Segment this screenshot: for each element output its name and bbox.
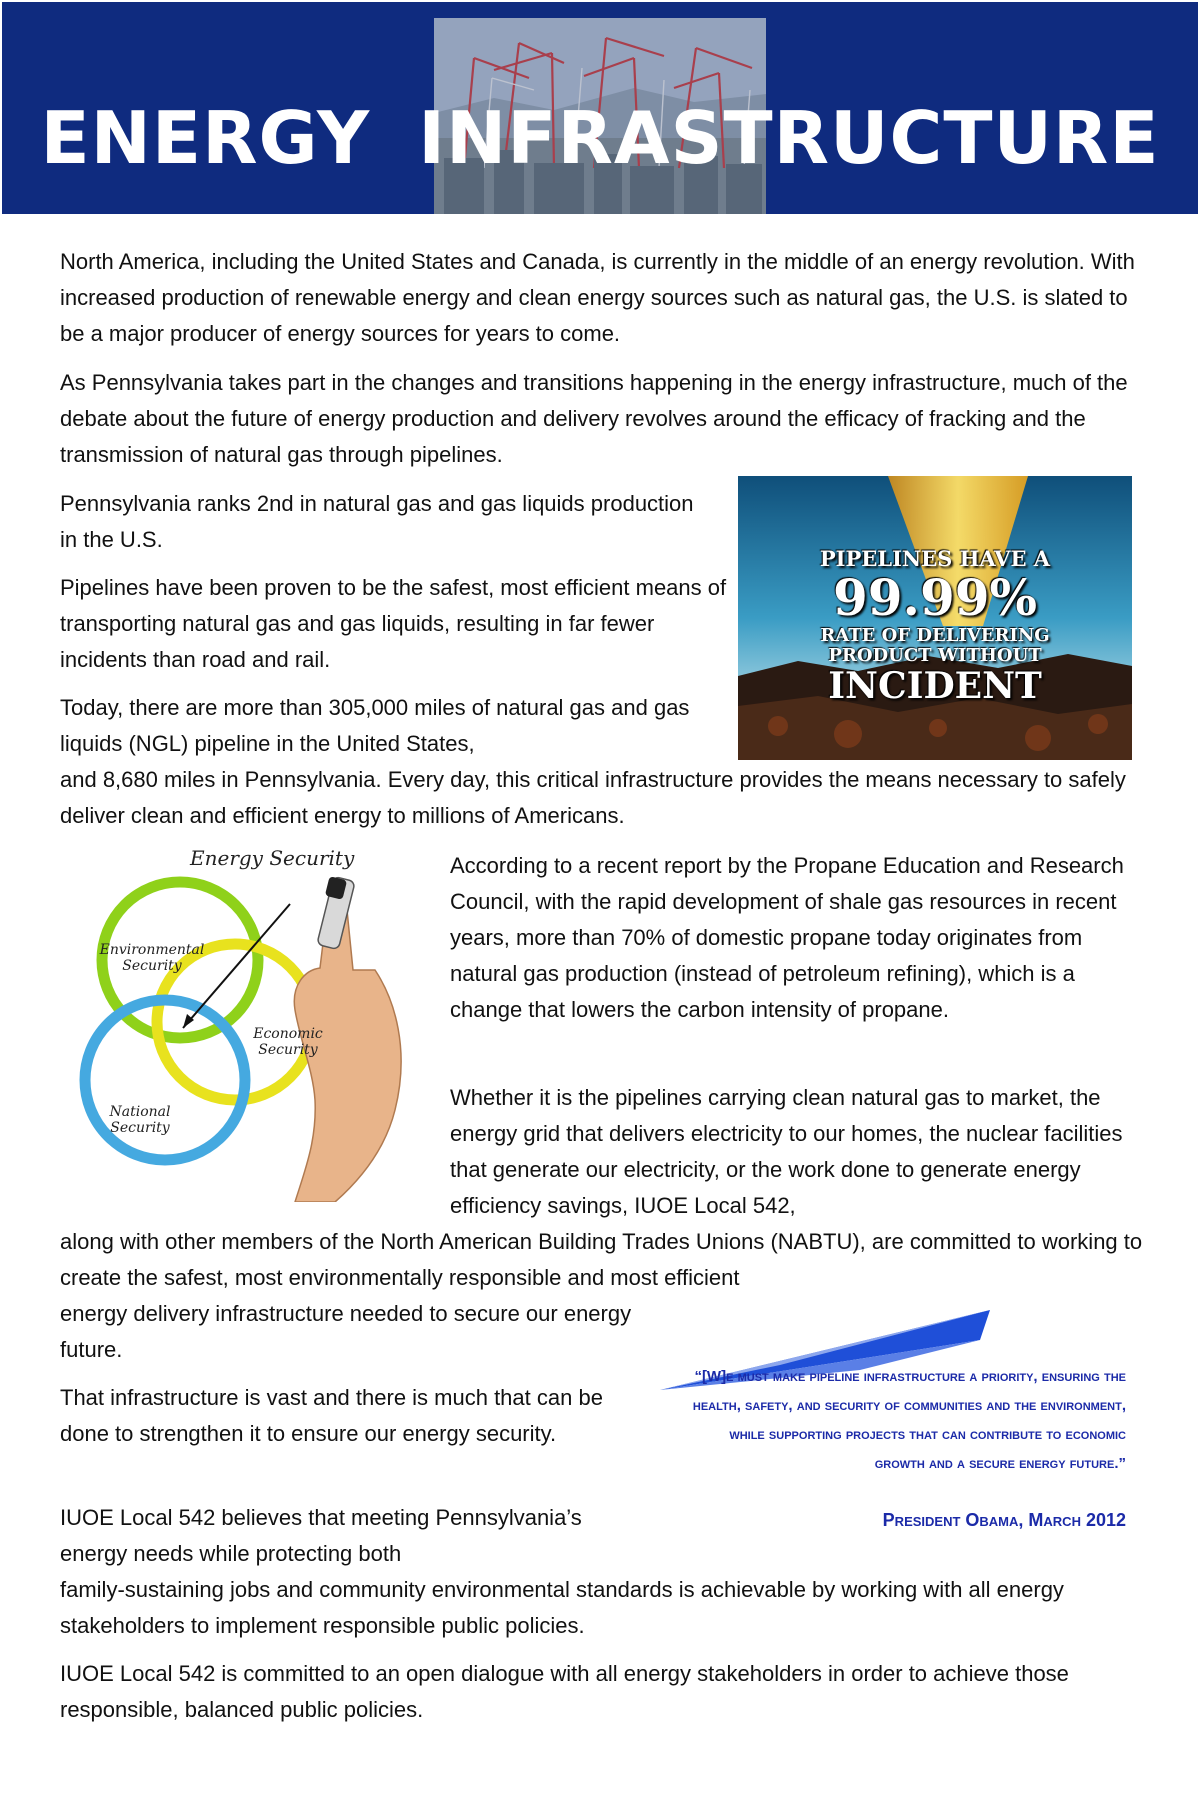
page-title: ENERGY INFRASTRUCTURE xyxy=(40,96,1160,180)
venn-national-label-line1: National xyxy=(109,1104,171,1120)
iuoe-belief-paragraph-end: family-sustaining jobs and community environmental standards is achievable by working with all energy stakeholders to implement responsible public policies. xyxy=(60,1577,1064,1638)
pennsylvania-paragraph: As Pennsylvania takes part in the changes and transitions happening in the energy infrastructure, much of the debate about the future of energy production and delivery revolves around the efficacy of fracking and the transmission of natural gas through pipelines. xyxy=(60,370,1128,467)
iuoe-belief-paragraph-start: IUOE Local 542 believes that meeting Pennsylvania’s energy needs while protecting both xyxy=(60,1505,582,1566)
nabtu-paragraph-start: Whether it is the pipelines carrying clean natural gas to market, the energy grid that delivers electricity to our homes, the nuclear facilities that generate our electricity, or the work done to generate energy efficiency savings, IUOE Local 542, xyxy=(450,1085,1123,1218)
obama-quote-box xyxy=(660,1310,1140,1540)
header-banner xyxy=(2,2,1198,214)
energy-security-venn-image xyxy=(55,850,440,1202)
venn-economic-label-line2: Security xyxy=(258,1042,318,1058)
infrastructure-security-paragraph: That infrastructure is vast and there is much that can be done to strengthen it to ensure our energy security. xyxy=(60,1385,603,1446)
venn-national-label xyxy=(85,1104,195,1136)
intro-paragraph: North America, including the United States and Canada, is currently in the middle of an energy revolution. With increased production of renewable energy and clean energy sources such as natural gas, the U.S. is slated to be a major producer of energy sources for years to come. xyxy=(60,249,1135,346)
pipeline-statistic-image xyxy=(738,476,1132,760)
pipeline-safety-paragraph: Pipelines have been proven to be the safest, most efficient means of transporting natural gas and gas liquids, resulting in far fewer incidents than road and rail. xyxy=(60,575,727,672)
pipeline-stat-line-4: PRODUCT WITHOUT xyxy=(828,645,1042,666)
propane-report-paragraph: According to a recent report by the Propane Education and Research Council, with the rapid development of shale gas resources in recent years, more than 70% of domestic propane today originates from natural gas production (instead of petroleum refining), which is a change that lowers the carbon intensity of propane. xyxy=(450,853,1124,1022)
venn-environmental-label-line2: Security xyxy=(122,958,182,974)
venn-title: Energy Security xyxy=(190,850,355,870)
pipeline-stat-line-1: PIPELINES HAVE A xyxy=(819,546,1051,571)
pipeline-stat-incident: INCIDENT xyxy=(828,665,1042,707)
pipeline-stat-line-3: RATE OF DELIVERING xyxy=(820,625,1050,646)
venn-environmental-label xyxy=(77,942,227,974)
quote-attribution: President Obama, March 2012 xyxy=(882,1510,1126,1530)
pipeline-miles-paragraph-end: and 8,680 miles in Pennsylvania. Every day, this critical infrastructure provides the means necessary to safely deliver clean and efficient energy to millions of Americans. xyxy=(60,767,1126,828)
pipeline-miles-paragraph-start: Today, there are more than 305,000 miles of natural gas and gas liquids (NGL) pipeline in the United States, xyxy=(60,695,690,756)
pipeline-stat-percent: 99.99% xyxy=(832,568,1038,627)
venn-environmental-label-line1: Environmental xyxy=(99,942,205,958)
nabtu-paragraph-end: energy delivery infrastructure needed to secure our energy future. xyxy=(60,1301,632,1362)
venn-economic-label xyxy=(233,1026,343,1058)
iuoe-dialogue-paragraph: IUOE Local 542 is committed to an open dialogue with all energy stakeholders in order to achieve those responsible, balanced public policies. xyxy=(60,1661,1069,1722)
nabtu-paragraph-middle: along with other members of the North American Building Trades Unions (NABTU), are committed to working to create the safest, most environmentally responsible and most efficient xyxy=(60,1229,1143,1290)
venn-economic-label-line1: Economic xyxy=(253,1026,323,1042)
ranking-paragraph: Pennsylvania ranks 2nd in natural gas and gas liquids production in the U.S. xyxy=(60,491,694,552)
venn-national-label-line2: Security xyxy=(110,1120,170,1136)
quote-text: “[W]e must make pipeline infrastructure a priority, ensuring the health, safety, and security of communities and the environment, while supporting projects that can contribute to economic growth and a secure energy future.” xyxy=(692,1368,1126,1472)
